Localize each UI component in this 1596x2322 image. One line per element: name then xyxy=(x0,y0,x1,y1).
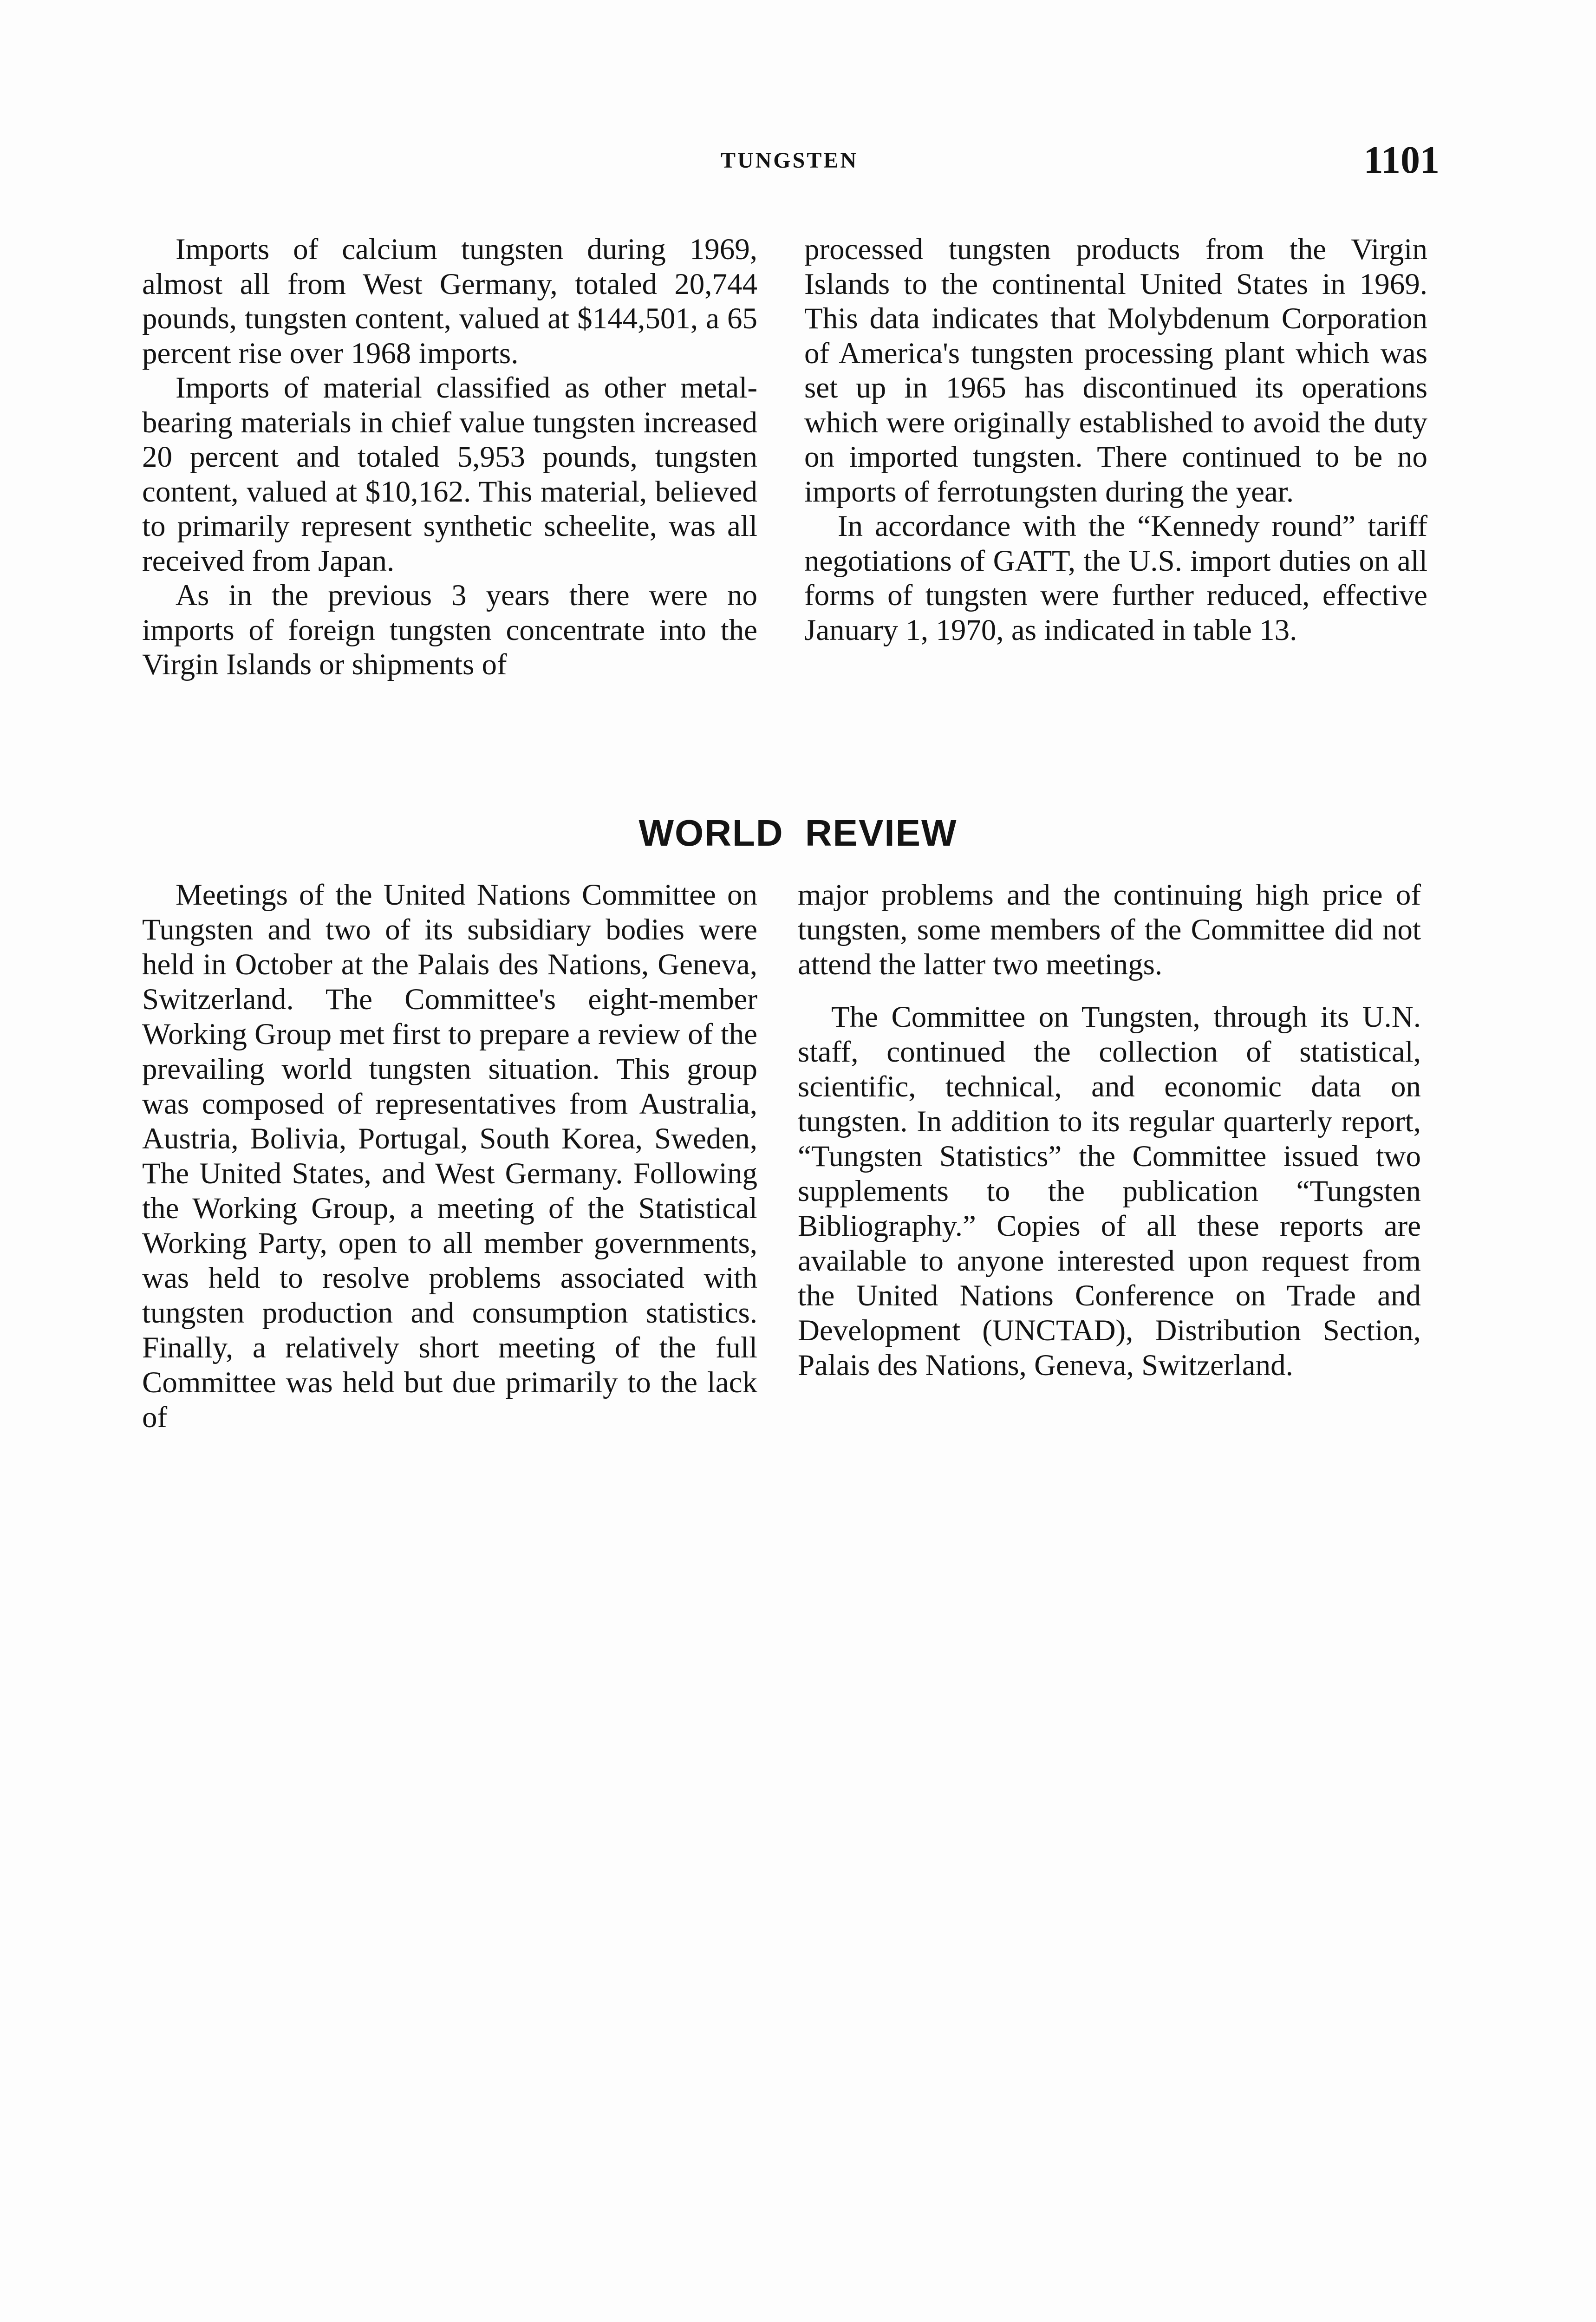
paragraph-committee-reports: The Committee on Tungsten, through its U.N. staff, continued the collection of statistical, scientific, technical, and economic data on tungsten. In addition to its regular quarterly report, “Tungsten Statistics” the Committee issued two supplements to the publication “Tungsten Bibliography.” Copies of all these reports are available to anyone interested upon request from the United Nations Conference on Trade and Development (UNCTAD), Distribution Section, Palais des Nations, Geneva, Switzerland. xyxy=(798,1000,1421,1382)
left-column-top xyxy=(142,232,757,682)
paragraph-virgin-islands: As in the previous 3 years there were no imports of foreign tungsten concentrate into the Virgin Islands or shipments of xyxy=(142,579,757,681)
paragraph-metal-bearing-imports: Imports of material classified as other metal-bearing materials in chief value tungsten increased 20 percent and totaled 5,953 pounds, tungsten content, valued at $10,162. This material, believed to primarily represent synthetic scheelite, was all received from Japan. xyxy=(142,371,757,578)
section-heading-world-review: WORLD REVIEW xyxy=(638,812,958,854)
paragraph-un-committee-meetings: Meetings of the United Nations Committee on Tungsten and two of its subsidiary bodies were held in October at the Palais des Nations, Geneva, Switzerland. The Committee's eight-member Working Group met first to prepare a review of the prevailing world tungsten situation. This group was composed of representatives from Australia, Austria, Bolivia, Portugal, South Korea, Sweden, The United States, and West Germany. Following the Working Group, a meeting of the Statistical Working Party, open to all member governments, was held to resolve problems associated with tungsten production and consumption statistics. Finally, a relatively short meeting of the full Committee was held but due primarily to the lack of xyxy=(142,878,758,1434)
right-column-top xyxy=(804,232,1427,647)
right-column-bottom xyxy=(798,878,1421,1383)
paragraph-kennedy-round: In accordance with the “Kennedy round” tariff negotiations of GATT, the U.S. import duties on all forms of tungsten were further reduced, effective January 1, 1970, as indicated in table 13. xyxy=(804,509,1427,647)
paragraph-un-committee-continued: major problems and the continuing high price of tungsten, some members of the Committee did not attend the latter two meetings. xyxy=(798,878,1421,981)
left-column-bottom xyxy=(142,878,757,1435)
page-number: 1101 xyxy=(1363,138,1440,182)
running-head: TUNGSTEN xyxy=(720,148,859,173)
paragraph-calcium-tungsten-imports: Imports of calcium tungsten during 1969, almost all from West Germany, totaled 20,744 pounds, tungsten content, valued at $144,501, a 65 percent rise over 1968 imports. xyxy=(142,233,757,370)
paragraph-virgin-islands-continued: processed tungsten products from the Virgin Islands to the continental United States in 1969. This data indicates that Molybdenum Corporation of America's tungsten processing plant which was set up in 1965 has discontinued its operations which were originally established to avoid the duty on imported tungsten. There continued to be no imports of ferrotungsten during the year. xyxy=(804,233,1427,509)
